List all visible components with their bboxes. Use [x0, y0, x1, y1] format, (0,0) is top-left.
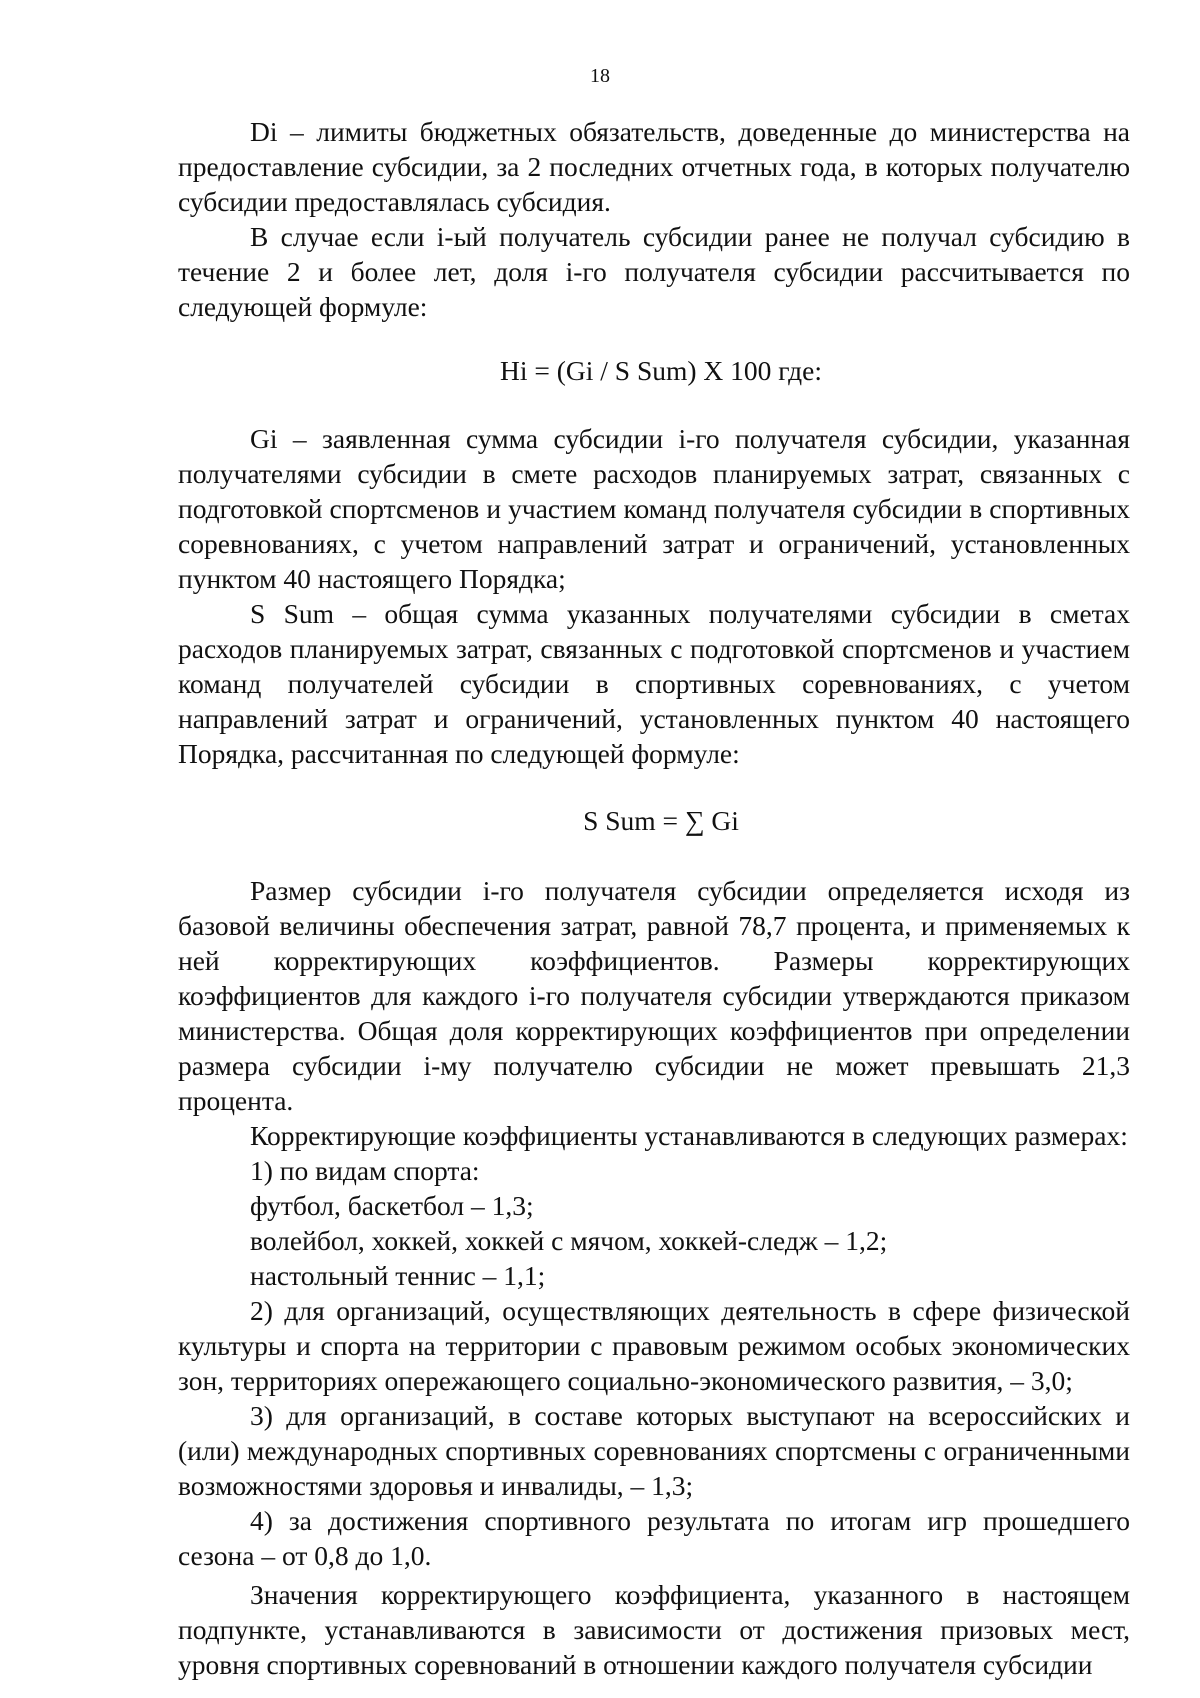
paragraph-ssum-definition: S Sum – общая сумма указанных получателями субсидии в сметах расходов планируемых затрат, связанных с подготовкой спортсменов и участием команд получателей субсидии в спортивных соревнованиях, с учетом направлений затрат и ограничений, установленных пунктом 40 настоящего Порядка, рассчитанная по следующей формуле: — [178, 598, 1130, 769]
list-item-football-basketball: футбол, баскетбол – 1,3; — [250, 1190, 534, 1221]
list-item-sports-types: 1) по видам спорта: — [250, 1155, 480, 1186]
paragraph-di-definition: Di – лимиты бюджетных обязательств, доведенные до министерства на предоставление субсидии, за 2 последних отчетных года, в которых получателю субсидии предоставлялась субсидия. — [178, 116, 1130, 217]
page-number: 18 — [590, 65, 610, 87]
paragraph-subsidy-size: Размер субсидии i-го получателя субсидии определяется исходя из базовой величины обеспечения затрат, равной 78,7 процента, и применяемых к ней корректирующих коэффициентов. Размеры корректирующих коэффициентов для каждого i-го получателя субсидии утверждаются приказом министерства. Общая доля корректирующих коэффициентов при определении размера субсидии i-му получателю субсидии не может превышать 21,3 процента. — [178, 875, 1130, 1116]
paragraph-gi-definition: Gi – заявленная сумма субсидии i-го получателя субсидии, указанная получателями субсидии в смете расходов планируемых затрат, связанных с подготовкой спортсменов и участием команд получателя субсидии в спортивных соревнованиях, с учетом направлений затрат и ограничений, установленных пунктом 40 настоящего Порядка; — [178, 423, 1130, 594]
formula-ssum: S Sum = ∑ Gi — [583, 805, 739, 836]
list-item-special-zones: 2) для организаций, осуществляющих деятельность в сфере физической культуры и спорта на территории с правовым режимом особых экономических зон, территориях опережающего социально-экономического развития, – 3,0; — [178, 1295, 1130, 1396]
document-body — [178, 114, 1130, 1682]
list-item-table-tennis: настольный теннис – 1,1; — [250, 1260, 546, 1291]
list-item-sport-result: 4) за достижения спортивного результата по итогам игр прошедшего сезона – от 0,8 до 1,0. — [178, 1505, 1130, 1571]
paragraph-coefficients-intro: Корректирующие коэффициенты устанавливаются в следующих размерах: — [250, 1120, 1128, 1151]
list-item-volleyball-hockey: волейбол, хоккей, хоккей с мячом, хоккей-следж – 1,2; — [250, 1225, 888, 1256]
formula-hi: Hi = (Gi / S Sum) X 100 где: — [499, 355, 823, 386]
paragraph-new-recipient-case: В случае если i-ый получатель субсидии ранее не получал субсидию в течение 2 и более лет, доля i-го получателя субсидии рассчитывается по следующей формуле: — [178, 221, 1130, 322]
paragraph-coefficient-values: Значения корректирующего коэффициента, указанного в настоящем подпункте, устанавливаются в зависимости от достижения призовых мест, уровня спортивных соревнований в отношении каждого получателя субсидии — [178, 1579, 1130, 1680]
list-item-disabled-athletes: 3) для организаций, в составе которых выступают на всероссийских и (или) международных спортивных соревнованиях спортсмены с ограниченными возможностями здоровья и инвалиды, – 1,3; — [178, 1400, 1130, 1501]
